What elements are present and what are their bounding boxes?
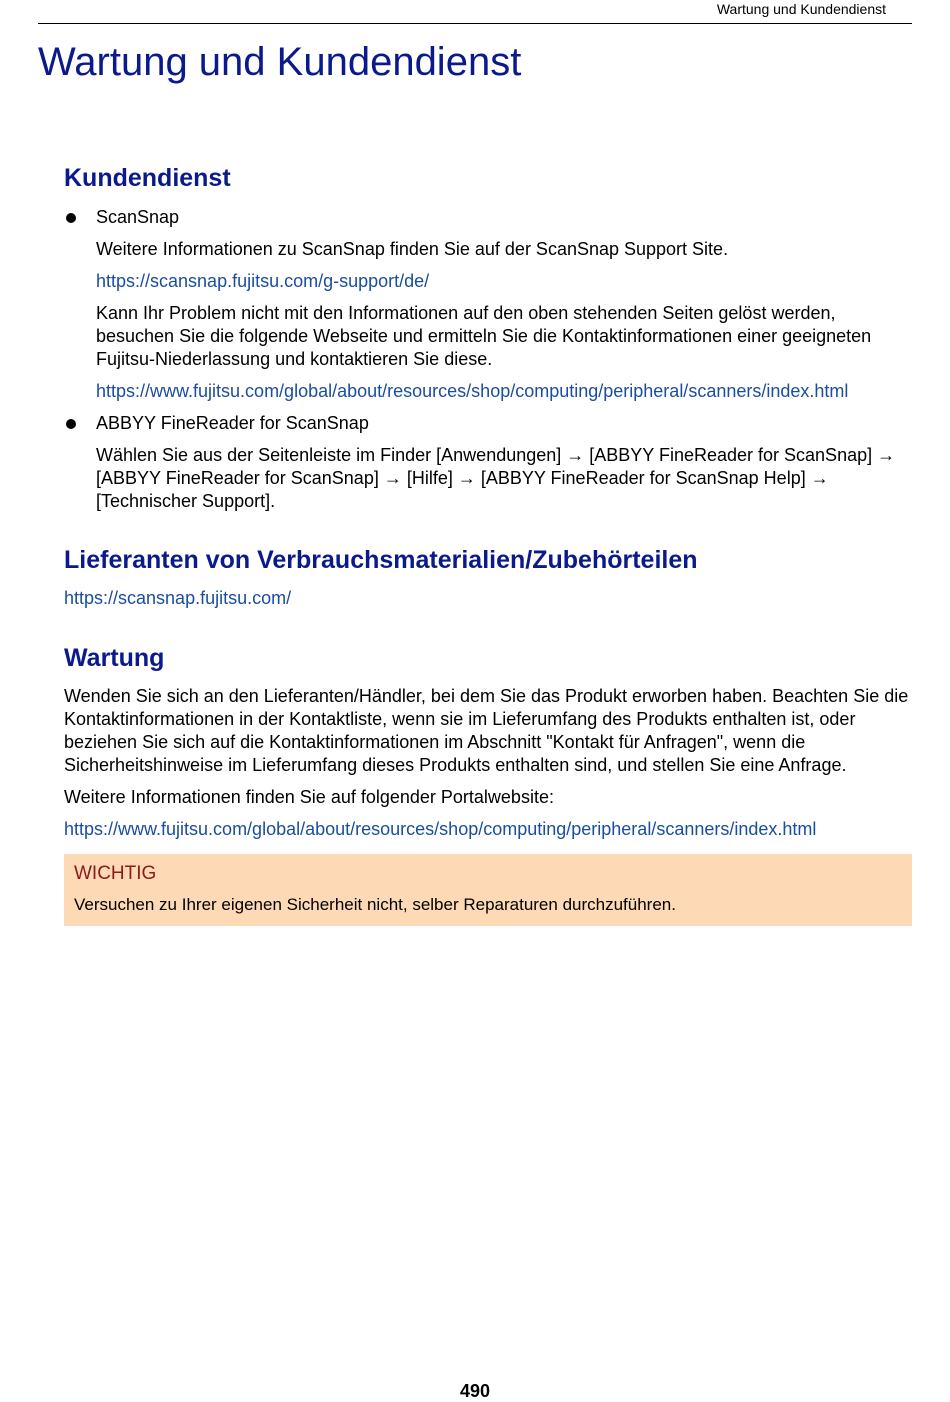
- list-item-abbyy: [64, 412, 912, 513]
- paragraph: Wählen Sie aus der Seitenleiste im Finder [Anwendungen] → [ABBYY FineReader for ScanSnap] → [ABBYY FineReader for ScanSnap] → [Hilfe] → [ABBYY FineReader for ScanSnap Help] → [Technischer Support].: [96, 445, 896, 511]
- section-heading-lieferanten: Lieferanten von Verbrauchsmaterialien/Zubehörteilen: [64, 546, 698, 574]
- portal-website-link[interactable]: https://www.fujitsu.com/global/about/resources/shop/computing/peripheral/scanners/index.html: [64, 819, 817, 839]
- running-header: [38, 0, 912, 24]
- list-item-label: ScanSnap: [96, 207, 180, 227]
- running-header-title: Wartung und Kundendienst: [716, 1, 886, 17]
- list-item-scansnap: [64, 206, 912, 403]
- page-content: [64, 163, 912, 926]
- paragraph: Weitere Informationen finden Sie auf folgender Portalwebsite:: [64, 787, 554, 807]
- note-title: WICHTIG: [74, 863, 157, 884]
- bullet-icon: [66, 419, 76, 429]
- bullet-icon: [66, 213, 76, 223]
- support-site-link[interactable]: https://scansnap.fujitsu.com/g-support/de/: [96, 271, 430, 291]
- important-note: [64, 854, 912, 926]
- list-item-label: ABBYY FineReader for ScanSnap: [96, 413, 369, 433]
- paragraph: Kann Ihr Problem nicht mit den Informationen auf den oben stehenden Seiten gelöst werden, besuchen Sie die folgende Webseite und ermitteln Sie die Kontaktinformationen einer geeigneten Fujitsu-Niederlassung und kontaktieren Sie diese.: [96, 303, 872, 369]
- page-title: Wartung und Kundendienst: [38, 40, 522, 84]
- scansnap-home-link[interactable]: https://scansnap.fujitsu.com/: [64, 588, 292, 608]
- paragraph: Wenden Sie sich an den Lieferanten/Händler, bei dem Sie das Produkt erworben haben. Beachten Sie die Kontaktinformationen in der Kontaktliste, wenn sie im Lieferumfang des Produkts enthalten ist, oder beziehen Sie sich auf die Kontaktinformationen im Abschnitt "Kontakt für Anfragen", wenn die Sicherheitshinweise im Lieferumfang dieses Produkts enthalten sind, und stellen Sie eine Anfrage.: [64, 686, 909, 775]
- page-number: 490: [459, 1381, 491, 1401]
- section-heading-kundendienst: Kundendienst: [64, 164, 231, 192]
- section-heading-wartung: Wartung: [64, 644, 165, 672]
- note-text: Versuchen zu Ihrer eigenen Sicherheit nicht, selber Reparaturen durchzuführen.: [74, 895, 676, 914]
- paragraph: Weitere Informationen zu ScanSnap finden Sie auf der ScanSnap Support Site.: [96, 239, 729, 259]
- fujitsu-contact-link[interactable]: https://www.fujitsu.com/global/about/resources/shop/computing/peripheral/scanners/index.html: [96, 381, 849, 401]
